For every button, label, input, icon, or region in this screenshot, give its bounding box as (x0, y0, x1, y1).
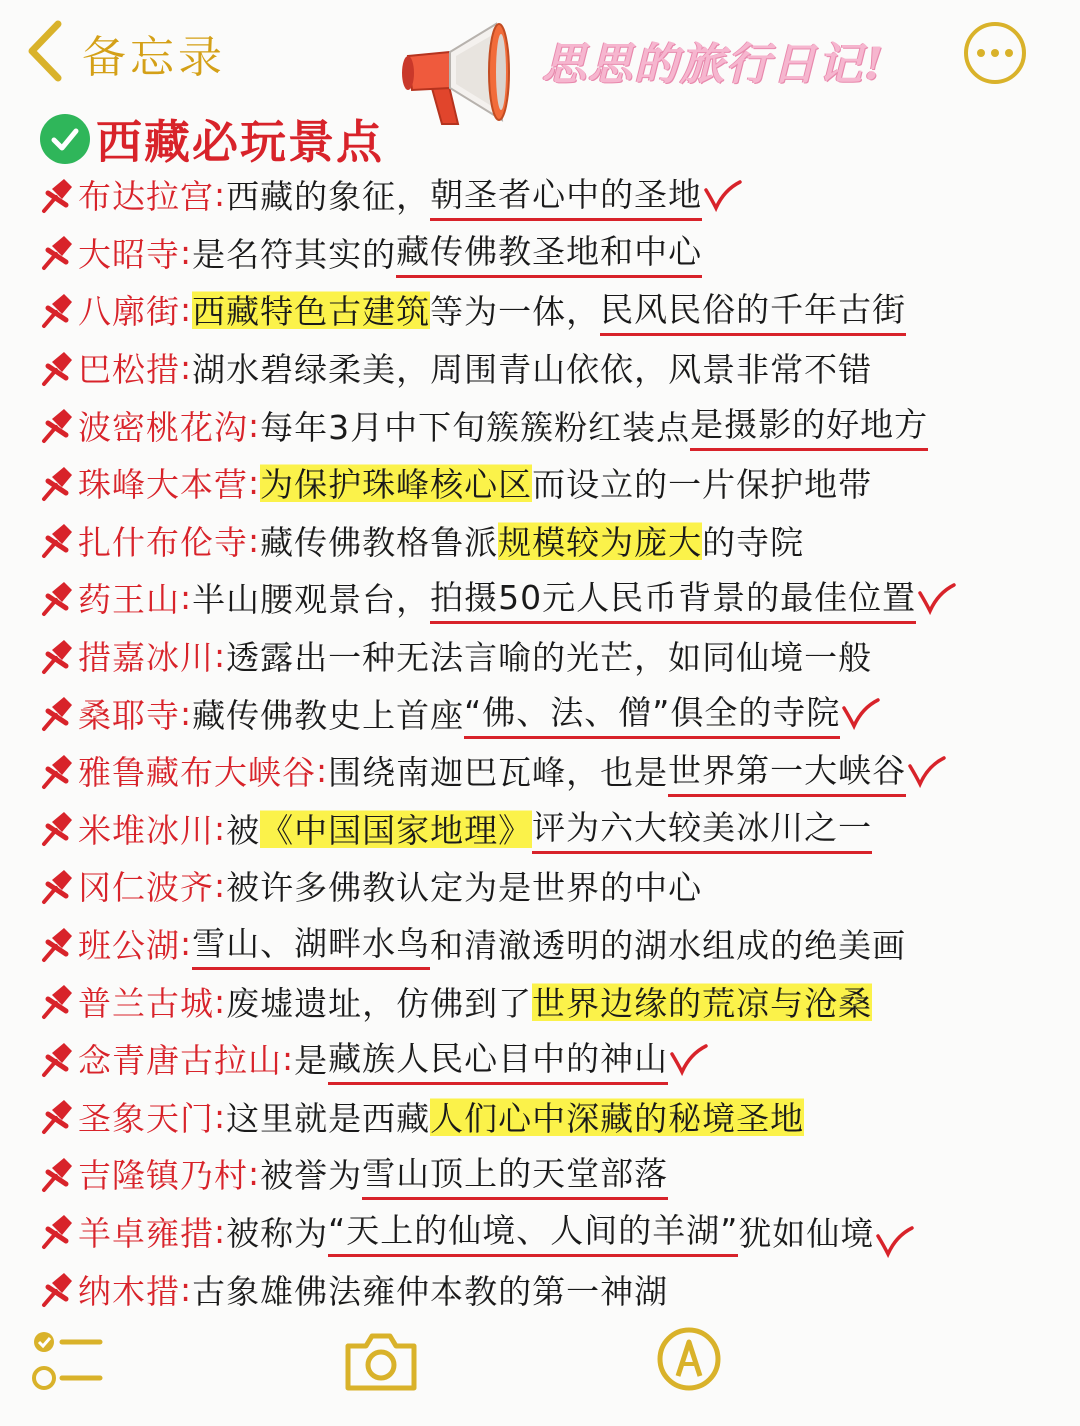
list-item (38, 166, 1068, 224)
spot-description: 每年3月中下旬簇簇粉红装点 (260, 407, 691, 447)
spot-description: 犹如仙境 (738, 1213, 875, 1253)
spot-colon: : (180, 924, 193, 964)
spot-colon: : (214, 636, 227, 676)
spot-description: 雪山、湖畔水鸟 (192, 918, 430, 970)
spot-description: 朝圣者心中的圣地 (430, 169, 702, 221)
pin-icon (38, 1039, 76, 1079)
spot-name: 波密桃花沟 (78, 407, 248, 447)
list-item (38, 281, 1068, 339)
spot-description: 湖水碧绿柔美，周围青山依依，风景非常不错 (192, 350, 873, 390)
list-item (38, 1260, 1068, 1318)
spot-name: 羊卓雍措 (78, 1213, 214, 1253)
spot-name: 圣象天门 (78, 1098, 214, 1138)
diary-title: 思思的旅行日记! (542, 39, 886, 90)
pin-icon (38, 405, 76, 445)
spot-description: 世界边缘的荒凉与沧桑 (532, 978, 872, 1025)
pin-icon (38, 1096, 76, 1136)
spot-name: 普兰古城 (78, 983, 214, 1023)
pin-icon (38, 751, 76, 791)
spot-name: 大昭寺 (78, 234, 180, 274)
list-item (38, 569, 1068, 627)
spot-colon: : (214, 1096, 227, 1136)
spot-colon: : (180, 348, 193, 388)
spot-description: 被誉为 (260, 1156, 363, 1196)
spot-description: 被许多佛教认定为是世界的中心 (226, 868, 703, 908)
spot-name: 纳木措 (78, 1271, 180, 1311)
spot-name: 八廓街 (78, 292, 180, 332)
spot-colon: : (214, 1211, 227, 1251)
pin-icon (38, 981, 76, 1021)
pin-icon (38, 232, 76, 272)
pin-icon (38, 463, 76, 503)
spot-colon: : (248, 463, 261, 503)
spot-description: 藏族人民心目中的神山 (328, 1033, 668, 1085)
spot-name: 米堆冰川 (78, 810, 214, 850)
spot-colon: : (214, 808, 227, 848)
pin-icon (38, 1154, 76, 1194)
spot-description: 藏传佛教格鲁派 (260, 522, 499, 562)
spot-description: 世界第一大峡谷 (668, 745, 906, 797)
spot-description: 被 (226, 810, 261, 850)
spot-name: 桑耶寺 (78, 695, 180, 735)
spot-description: 是 (294, 1041, 329, 1081)
list-item (38, 512, 1068, 570)
spot-name: 班公湖 (78, 926, 180, 966)
spot-colon: : (248, 405, 261, 445)
spot-name: 雅鲁藏布大峡谷 (78, 753, 316, 793)
spot-colon: : (214, 175, 227, 215)
spot-colon: : (180, 578, 193, 618)
spot-description: 古象雄佛法雍仲本教的第一神湖 (192, 1271, 669, 1311)
list-item (38, 857, 1068, 915)
list-item (38, 915, 1068, 973)
chevron-left-icon (22, 18, 68, 88)
spot-description: 评为六大较美冰川之一 (532, 802, 872, 854)
spot-description: 和清澈透明的湖水组成的绝美画 (430, 926, 907, 966)
pin-icon (38, 175, 76, 215)
spot-description: 《中国国家地理》 (260, 805, 532, 852)
spot-description: 规模较为庞大 (498, 517, 702, 564)
megaphone-icon (398, 12, 518, 130)
list-item (38, 684, 1068, 742)
spot-name: 扎什布伦寺 (78, 522, 248, 562)
pin-icon (38, 866, 76, 906)
list-item (38, 1203, 1068, 1261)
spot-name: 布达拉宫 (78, 177, 214, 217)
spot-list (38, 166, 1068, 1318)
back-label: 备忘录 (82, 32, 226, 83)
spot-description: 藏传佛教史上首座 (192, 695, 465, 735)
check-circle-icon (40, 114, 90, 164)
pin-icon (38, 808, 76, 848)
spot-colon: : (248, 1154, 261, 1194)
spot-colon: : (316, 751, 329, 791)
check-mark-icon (874, 1224, 914, 1258)
pin-icon (38, 693, 76, 733)
spot-description: 人们心中深藏的秘境圣地 (430, 1093, 804, 1140)
spot-name: 措嘉冰川 (78, 638, 214, 678)
pin-icon (38, 1211, 76, 1251)
spot-description: 的寺院 (702, 522, 805, 562)
pin-icon (38, 290, 76, 330)
spot-description: 藏传佛教圣地和中心 (396, 226, 702, 278)
check-mark-icon (702, 178, 742, 212)
camera-icon[interactable] (342, 1328, 420, 1394)
list-item (38, 972, 1068, 1030)
spot-description: 被称为 (226, 1213, 329, 1253)
spot-description: 废墟遗址，仿佛到了 (226, 983, 533, 1023)
spot-name: 巴松措 (78, 350, 180, 390)
list-item (38, 224, 1068, 282)
spot-name: 药王山 (78, 580, 180, 620)
spot-description: 半山腰观景台， (192, 580, 431, 620)
bottom-toolbar (0, 1320, 1080, 1420)
pin-icon (38, 520, 76, 560)
spot-description: 雪山顶上的天堂部落 (362, 1148, 668, 1200)
spot-description: 而设立的一片保护地带 (532, 465, 873, 505)
spot-colon: : (214, 866, 227, 906)
spot-description: 民风民俗的千年古街 (600, 284, 906, 336)
list-item (38, 1145, 1068, 1203)
spot-description: “天上的仙境、人间的羊湖” (328, 1205, 738, 1257)
checklist-icon[interactable] (30, 1328, 106, 1394)
spot-description: 西藏的象征， (226, 177, 431, 217)
pin-icon (38, 636, 76, 676)
list-item (38, 1030, 1068, 1088)
spot-colon: : (214, 981, 227, 1021)
check-mark-icon (668, 1042, 708, 1076)
pen-icon[interactable] (656, 1326, 722, 1392)
spot-colon: : (248, 520, 261, 560)
pin-icon (38, 348, 76, 388)
list-item (38, 454, 1068, 512)
spot-name: 吉隆镇乃村 (78, 1156, 248, 1196)
spot-description: 这里就是西藏 (226, 1098, 431, 1138)
spot-colon: : (282, 1039, 295, 1079)
check-mark-icon (906, 754, 946, 788)
list-item (38, 627, 1068, 685)
spot-colon: : (180, 693, 193, 733)
spot-colon: : (180, 232, 193, 272)
spot-name: 珠峰大本营 (78, 465, 248, 505)
section-heading (40, 106, 384, 172)
more-icon[interactable] (964, 22, 1026, 84)
section-title: 西藏必玩景点 (96, 115, 384, 169)
spot-description: 是名符其实的 (192, 234, 397, 274)
spot-description: 围绕南迦巴瓦峰，也是 (328, 753, 669, 793)
spot-colon: : (180, 1269, 193, 1309)
list-item (38, 396, 1068, 454)
check-mark-icon (840, 696, 880, 730)
spot-description: 西藏特色古建筑 (192, 286, 430, 333)
spot-colon: : (180, 290, 193, 330)
list-item (38, 742, 1068, 800)
spot-description: 透露出一种无法言喻的光芒，如同仙境一般 (226, 638, 873, 678)
pin-icon (38, 924, 76, 964)
spot-name: 念青唐古拉山 (78, 1041, 282, 1081)
pin-icon (38, 578, 76, 618)
spot-description: 等为一体， (430, 292, 601, 332)
pin-icon (38, 1269, 76, 1309)
list-item (38, 1088, 1068, 1146)
spot-description: 是摄影的好地方 (690, 399, 928, 451)
spot-description: 拍摄50元人民币背景的最佳位置 (430, 572, 916, 624)
top-bar (0, 0, 1080, 110)
list-item (38, 339, 1068, 397)
list-item (38, 800, 1068, 858)
back-button[interactable] (22, 18, 226, 88)
check-mark-icon (916, 581, 956, 615)
spot-description: 为保护珠峰核心区 (260, 459, 532, 506)
spot-name: 冈仁波齐 (78, 868, 214, 908)
spot-description: “佛、法、僧”俱全的寺院 (464, 687, 840, 739)
